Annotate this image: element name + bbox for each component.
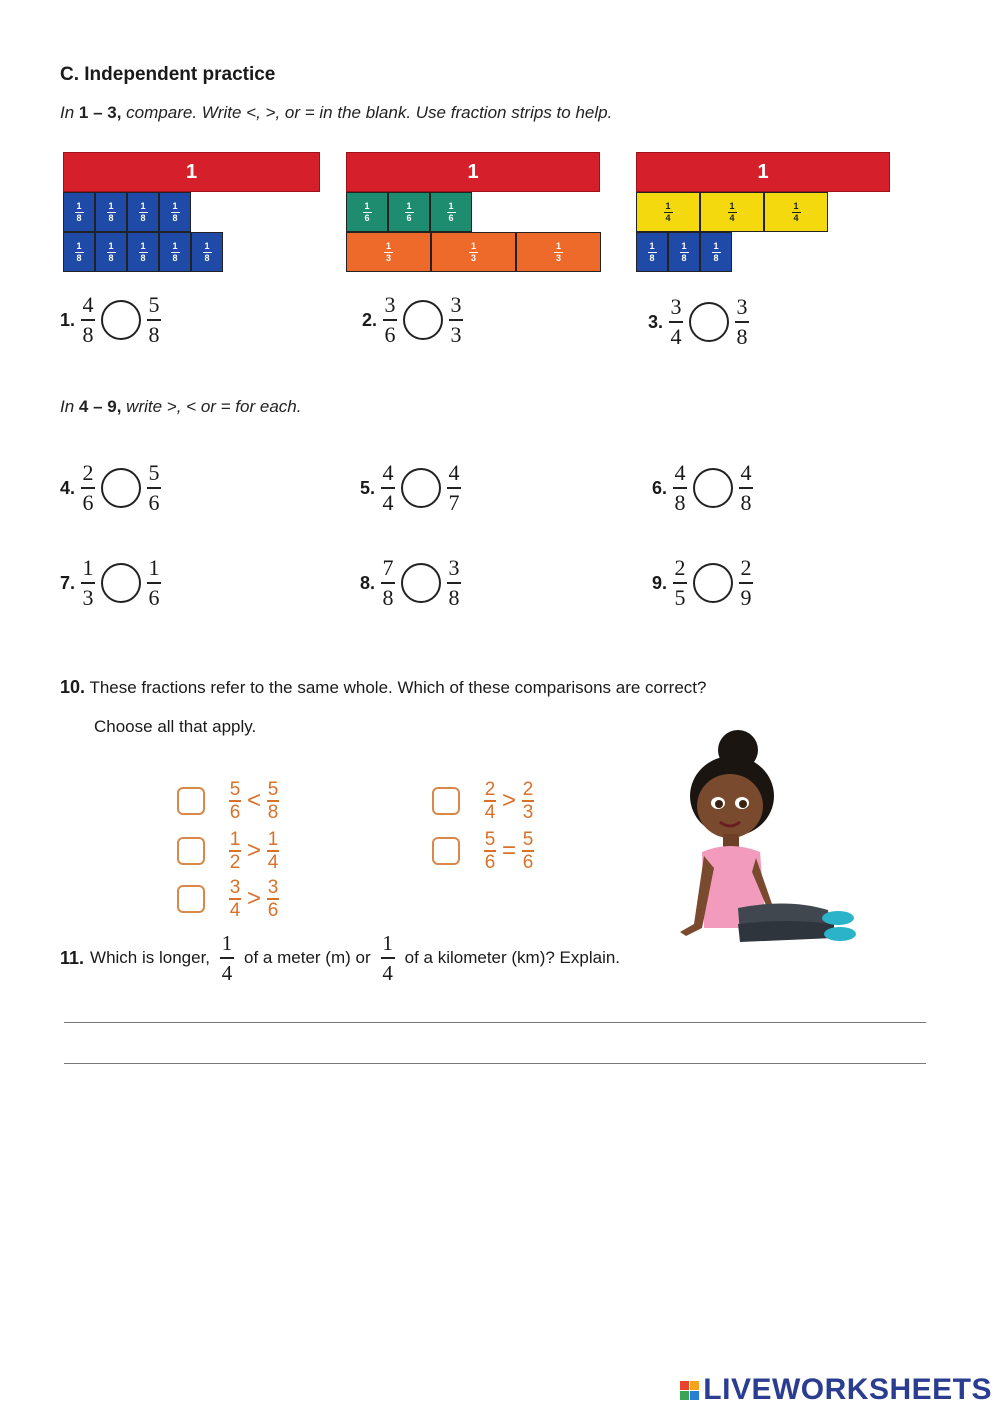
q10-option	[177, 876, 279, 922]
option-checkbox[interactable]	[177, 837, 205, 865]
section-title: C. Independent practice	[60, 64, 276, 85]
fraction: 2 3	[522, 779, 534, 823]
fraction: $\frac{5}{6}$	[148, 460, 160, 515]
fraction: 2 4	[484, 779, 496, 823]
answer-circle[interactable]	[401, 468, 441, 508]
problem-number: 5.	[360, 477, 376, 498]
fraction-piece: $\frac{1}{8}$	[159, 232, 191, 272]
comparison-problem	[652, 458, 753, 518]
fraction-piece: $\frac{1}{6}$	[430, 192, 472, 232]
answer-circle[interactable]	[101, 468, 141, 508]
fraction: 5 6	[522, 829, 534, 873]
comparison-problem	[360, 553, 461, 613]
q10-option	[432, 778, 534, 824]
fraction-piece: $\frac{1}{8}$	[127, 192, 159, 232]
fraction: 5 8	[267, 779, 279, 823]
fraction: $\frac{3}{8}$	[736, 294, 748, 349]
option-checkbox[interactable]	[432, 837, 460, 865]
fraction: $\frac{4}{7}$	[448, 460, 460, 515]
answer-circle[interactable]	[401, 563, 441, 603]
problem-number: 2.	[362, 309, 378, 330]
whole-strip: 1	[636, 152, 890, 192]
fraction-piece: $\frac{1}{8}$	[63, 192, 95, 232]
answer-circle[interactable]	[689, 302, 729, 342]
fraction: $\frac{4}{4}$	[382, 460, 394, 515]
fraction-piece: $\frac{1}{8}$	[63, 232, 95, 272]
answer-circle[interactable]	[101, 563, 141, 603]
comparison-problem	[60, 458, 161, 518]
fraction-piece: $\frac{1}{8}$	[700, 232, 732, 272]
strip-row	[636, 232, 732, 272]
fraction: $\frac{2}{9}$	[740, 555, 752, 610]
fraction-piece: $\frac{1}{6}$	[388, 192, 430, 232]
fraction: $\frac{2}{5}$	[674, 555, 686, 610]
question-11: 11. Which is longer, $\frac{1}{4}$ of a meter (m) or $\frac{1}{4}$ of a kilometer (km)? Explain.	[60, 931, 621, 985]
comparison-symbol: >	[247, 885, 262, 912]
q10-option	[177, 778, 279, 824]
answer-circle[interactable]	[693, 468, 733, 508]
instruction-4-9: In 4 – 9, write >, < or = for each.	[60, 397, 302, 416]
fraction: $\frac{2}{6}$	[82, 460, 94, 515]
whole-strip: 1	[346, 152, 600, 192]
fraction-piece: $\frac{1}{8}$	[95, 192, 127, 232]
fraction: $\frac{3}{3}$	[450, 292, 462, 347]
whole-strip: 1	[63, 152, 320, 192]
answer-circle[interactable]	[693, 563, 733, 603]
option-checkbox[interactable]	[177, 787, 205, 815]
logo-mark-icon	[680, 1381, 699, 1400]
question-10-sub: Choose all that apply.	[94, 717, 257, 736]
problem-number: 1.	[60, 309, 76, 330]
comparison-problem	[648, 292, 749, 352]
strip-row	[63, 232, 223, 272]
fraction: 1 4	[267, 829, 279, 873]
liveworksheets-logo: LIVEWORKSHEETS	[680, 1373, 992, 1407]
fraction-piece: $\frac{1}{8}$	[127, 232, 159, 272]
strip-row	[346, 192, 472, 232]
problem-number: 6.	[652, 477, 668, 498]
fraction-piece: $\frac{1}{6}$	[346, 192, 388, 232]
fraction: $\frac{4}{8}$	[82, 292, 94, 347]
fraction: $\frac{1}{4}$	[221, 931, 233, 985]
fraction-piece: $\frac{1}{4}$	[700, 192, 764, 232]
fraction-piece: $\frac{1}{8}$	[159, 192, 191, 232]
strip-row	[346, 232, 601, 272]
fraction-piece: $\frac{1}{3}$	[516, 232, 601, 272]
fraction: $\frac{4}{8}$	[740, 460, 752, 515]
comparison-symbol: <	[247, 787, 262, 814]
comparison-problem	[60, 553, 161, 613]
fraction: $\frac{1}{6}$	[148, 555, 160, 610]
option-checkbox[interactable]	[177, 885, 205, 913]
comparison-problem	[60, 290, 161, 350]
fraction: 1 2	[229, 829, 241, 873]
fraction: 5 6	[229, 779, 241, 823]
question-10: 10. These fractions refer to the same whole. Which of these comparisons are correct?	[60, 677, 707, 697]
fraction-piece: $\frac{1}{3}$	[431, 232, 516, 272]
strip-row	[636, 192, 828, 232]
fraction-piece: $\frac{1}{3}$	[346, 232, 431, 272]
fraction-piece: $\frac{1}{8}$	[191, 232, 223, 272]
q10-option	[432, 828, 534, 874]
option-checkbox[interactable]	[432, 787, 460, 815]
fraction: 3 4	[229, 877, 241, 921]
fraction-piece: $\frac{1}{8}$	[668, 232, 700, 272]
fraction: $\frac{3}{4}$	[670, 294, 682, 349]
comparison-problem	[360, 458, 461, 518]
fraction-piece: $\frac{1}{8}$	[95, 232, 127, 272]
comparison-problem	[362, 290, 463, 350]
comparison-problem	[652, 553, 753, 613]
fraction: $\frac{3}{8}$	[448, 555, 460, 610]
answer-circle[interactable]	[101, 300, 141, 340]
problem-number: 4.	[60, 477, 76, 498]
fraction-piece: $\frac{1}{8}$	[636, 232, 668, 272]
fraction-piece: $\frac{1}{4}$	[764, 192, 828, 232]
problem-number: 8.	[360, 572, 376, 593]
fraction: $\frac{1}{4}$	[382, 931, 393, 985]
strip-row	[63, 192, 191, 232]
comparison-symbol: >	[247, 837, 262, 864]
fraction: $\frac{4}{8}$	[674, 460, 686, 515]
answer-circle[interactable]	[403, 300, 443, 340]
girl-illustration	[668, 728, 868, 948]
fraction: $\frac{7}{8}$	[382, 555, 394, 610]
comparison-symbol: =	[502, 837, 517, 864]
problem-number: 7.	[60, 572, 76, 593]
problem-number: 9.	[652, 572, 668, 593]
instruction-1-3: In 1 – 3, compare. Write <, >, or = in the blank. Use fraction strips to help.	[60, 103, 613, 122]
answer-line[interactable]	[64, 1022, 926, 1023]
fraction: $\frac{5}{8}$	[148, 292, 160, 347]
fraction: 5 6	[484, 829, 496, 873]
problem-number: 3.	[648, 311, 664, 332]
fraction: $\frac{1}{3}$	[82, 555, 94, 610]
fraction-piece: $\frac{1}{4}$	[636, 192, 700, 232]
q10-option	[177, 828, 279, 874]
fraction: $\frac{3}{6}$	[384, 292, 396, 347]
answer-line[interactable]	[64, 1063, 926, 1064]
comparison-symbol: >	[502, 787, 517, 814]
fraction: 3 6	[267, 877, 279, 921]
